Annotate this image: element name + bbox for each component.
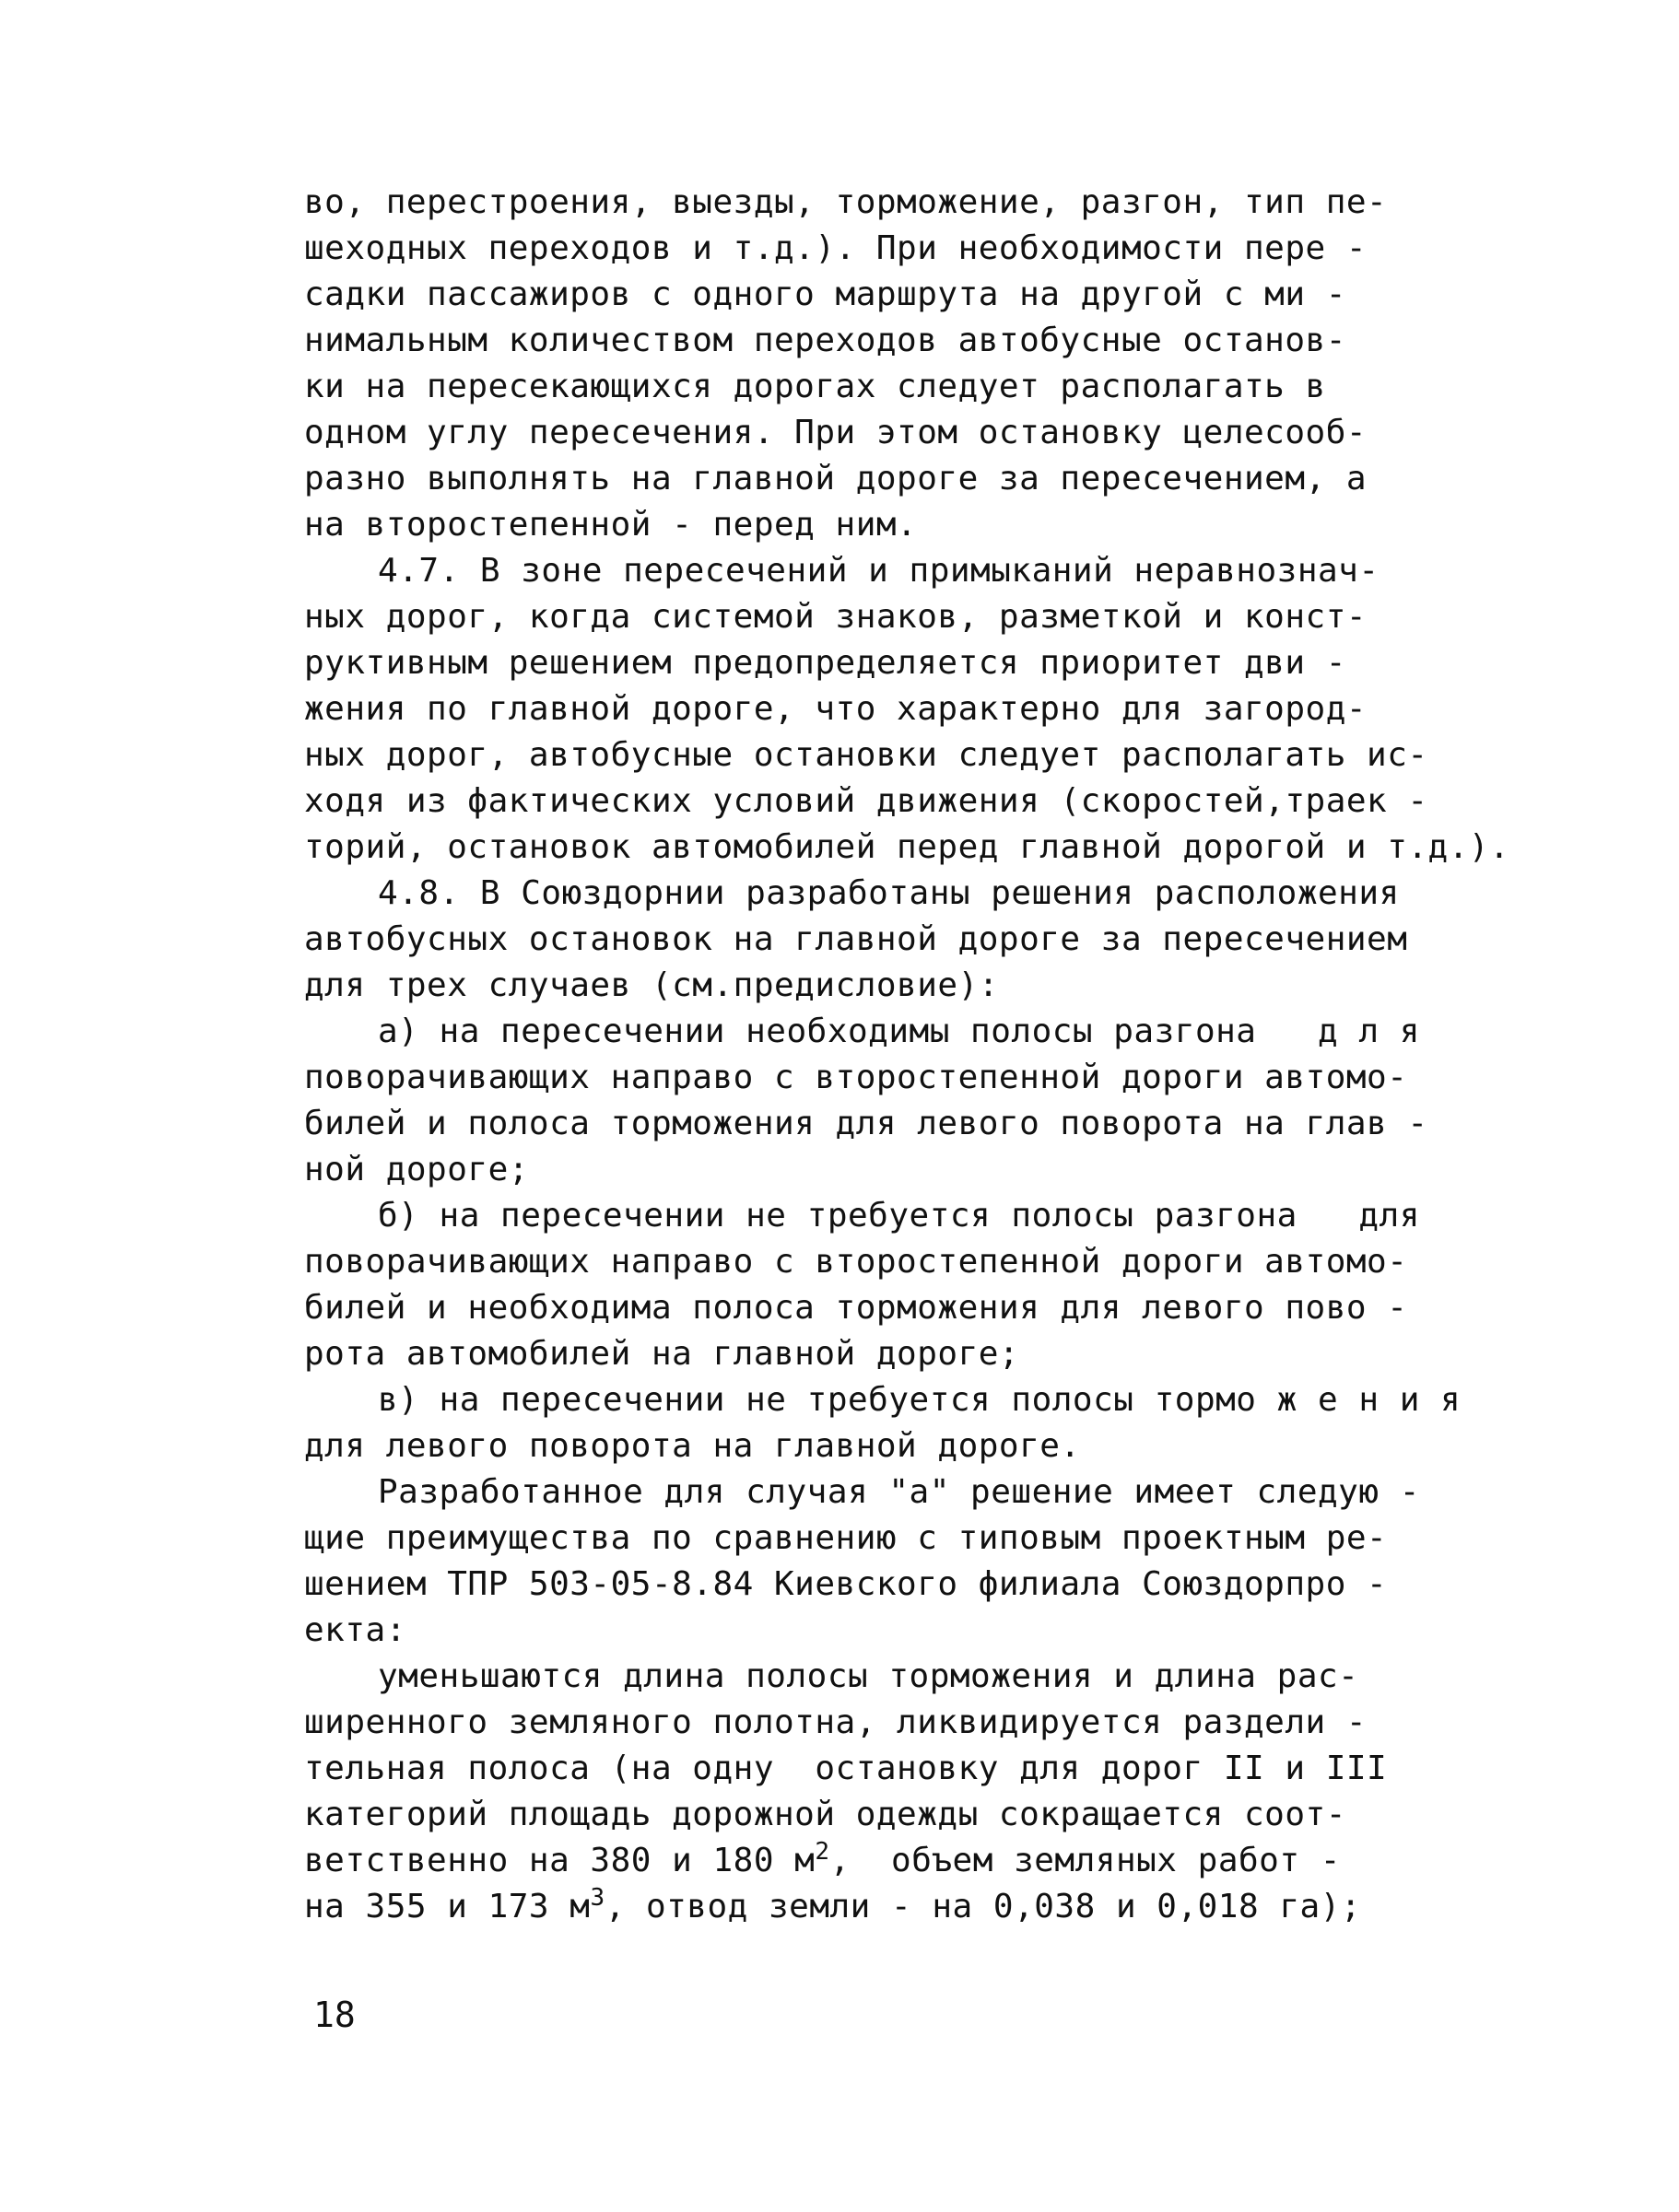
text-line-volume [304, 1884, 1493, 1930]
text-line: категорий площадь дорожной одежды сокращается соот- [304, 1796, 1346, 1833]
text-line: разно выполнять на главной дороге за пересечением, а [304, 460, 1368, 497]
text-line: екта: [304, 1611, 406, 1649]
list-item-b: б) на пересечении не требуется полосы разгона для [378, 1197, 1420, 1235]
text-line: автобусных остановок на главной дороге за пересечением [304, 920, 1408, 958]
text-line: ных дорог, автобусные остановки следует располагать ис- [304, 736, 1428, 774]
text-line: одном углу пересечения. При этом остановку целесооб- [304, 414, 1368, 451]
text-line: шением ТПР 503-05-8.84 Киевского филиала Союздорпро - [304, 1565, 1388, 1603]
text-line: во, перестроения, выезды, торможение, разгон, тип пе- [304, 183, 1388, 221]
text-line: ходя из фактических условий движения (скоростей,траек - [304, 782, 1428, 820]
superscript: 2 [815, 1838, 830, 1866]
paragraph-advantages: уменьшаются длина полосы торможения и длина рас- [378, 1657, 1359, 1695]
text-line: ки на пересекающихся дорогах следует располагать в [304, 368, 1326, 405]
list-item-c: в) на пересечении не требуется полосы тормо ж е н и я [378, 1381, 1462, 1419]
text-fragment: , объем земляных работ - [829, 1842, 1341, 1879]
text-line: поворачивающих направо с второстепенной дороги автомо- [304, 1059, 1408, 1096]
text-line: тельная полоса (на одну остановку для дорог II и III [304, 1750, 1388, 1787]
paragraph-case-a: Разработанное для случая "а" решение имеет следую - [378, 1473, 1420, 1511]
paragraph-4-7-start: 4.7. В зоне пересечений и примыканий неравнознач- [378, 552, 1380, 590]
text-fragment: на 355 и 173 м [304, 1888, 591, 1925]
body-text [304, 180, 1510, 1930]
page-number: 18 [313, 1995, 356, 2035]
text-line-area [304, 1838, 1493, 1884]
text-line: для трех случаев (см.предисловие): [304, 966, 999, 1004]
paragraph-4-8-start: 4.8. В Союздорнии разработаны решения расположения [378, 874, 1400, 912]
text-line: поворачивающих направо с второстепенной дороги автомо- [304, 1243, 1408, 1281]
text-line: садки пассажиров с одного маршрута на другой с ми - [304, 275, 1346, 313]
text-line: ных дорог, когда системой знаков, разметкой и конст- [304, 598, 1368, 636]
text-line: на второстепенной - перед ним. [304, 506, 918, 544]
superscript: 3 [590, 1884, 605, 1912]
text-line: для левого поворота на главной дороге. [304, 1427, 1081, 1465]
text-line: рота автомобилей на главной дороге; [304, 1335, 1020, 1373]
text-fragment: , отвод земли - на 0,038 и 0,018 га); [605, 1888, 1362, 1925]
text-line: жения по главной дороге, что характерно для загород- [304, 690, 1368, 728]
text-line: ной дороге; [304, 1151, 529, 1188]
text-line: шеходных переходов и т.д.). При необходимости пере - [304, 229, 1368, 267]
text-line: нимальным количеством переходов автобусные останов- [304, 322, 1346, 359]
text-line: щие преимущества по сравнению с типовым проектным ре- [304, 1519, 1388, 1557]
list-item-a: а) на пересечении необходимы полосы разгона д л я [378, 1012, 1420, 1050]
text-line: руктивным решением предопределяется приоритет дви - [304, 644, 1346, 682]
text-line: билей и полоса торможения для левого поворота на глав - [304, 1105, 1428, 1142]
text-line: ширенного земляного полотна, ликвидируется раздели - [304, 1703, 1368, 1741]
text-fragment: ветственно на 380 и 180 м [304, 1842, 816, 1879]
text-line: билей и необходима полоса торможения для левого пово - [304, 1289, 1408, 1327]
text-line: торий, остановок автомобилей перед главной дорогой и т.д.). [304, 828, 1510, 866]
